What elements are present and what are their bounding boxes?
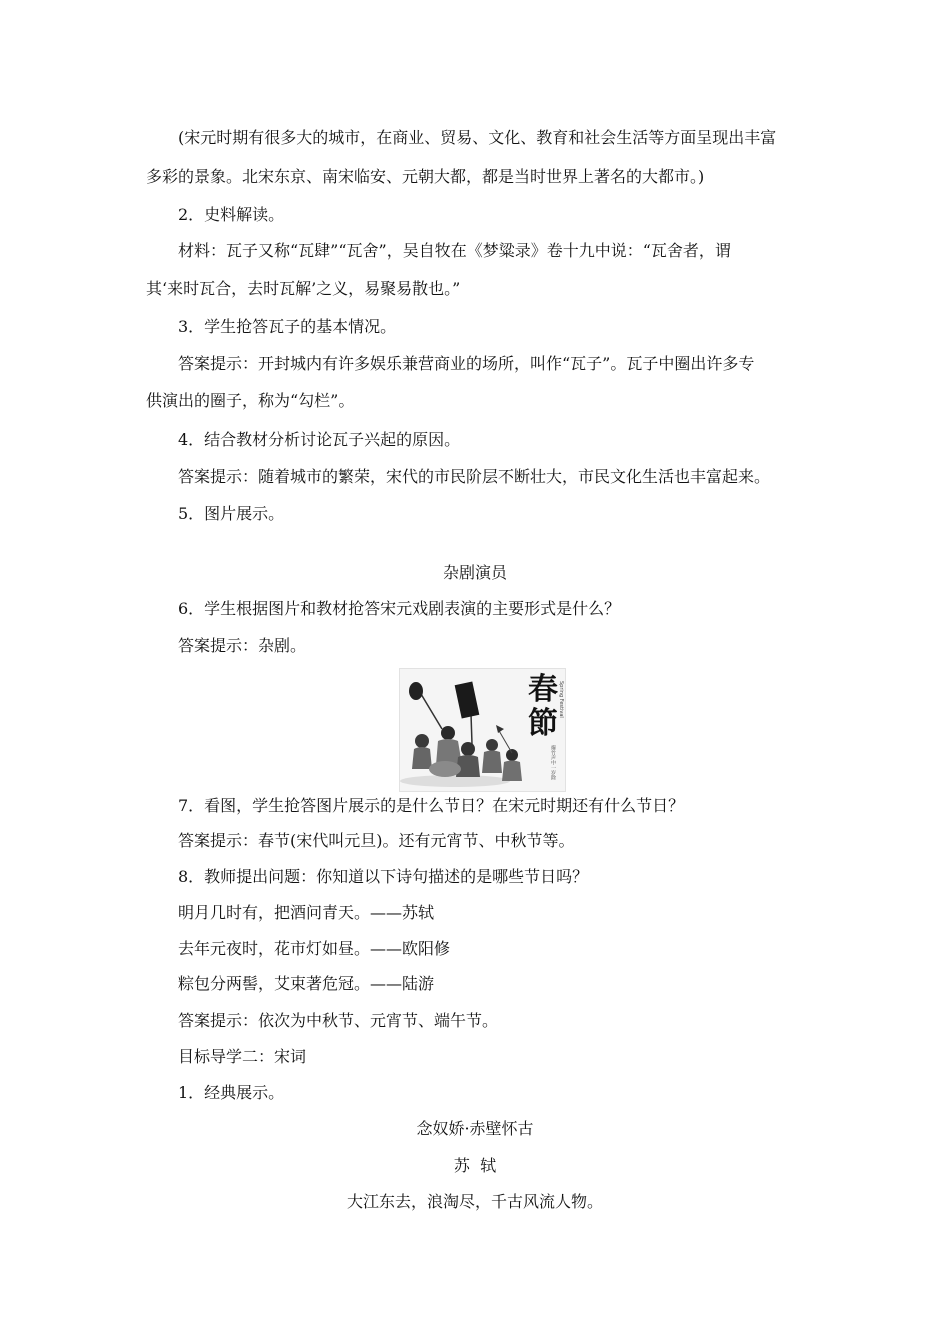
paragraph-line: 其‘来时瓦合，去时瓦解’之义，易聚易散也。”: [146, 279, 461, 298]
paragraph-line: 供演出的圈子，称为“勾栏”。: [146, 391, 355, 410]
section-heading: 目标导学二：宋词: [178, 1047, 307, 1066]
poem-title: 念奴娇·赤壁怀古: [416, 1119, 534, 1138]
paragraph-line: 答案提示：开封城内有许多娱乐兼营商业的场所，叫作“瓦子”。瓦子中圈出许多专: [178, 354, 755, 373]
festival-inscription: 爆竹声中一岁除: [550, 745, 556, 780]
poem-quote-line: 粽包分两髻，艾束著危冠。——陆游: [178, 974, 435, 993]
paragraph-line: 答案提示：依次为中秋节、元宵节、端午节。: [178, 1011, 499, 1030]
paragraph-line: 3．学生抢答瓦子的基本情况。: [178, 317, 397, 336]
festival-title-char-1: 春: [528, 672, 558, 707]
figure-caption: 杂剧演员: [442, 563, 507, 582]
poem-author: 苏 轼: [453, 1156, 497, 1175]
paragraph-line: 答案提示：杂剧。: [178, 636, 307, 655]
paragraph-line: 8．教师提出问题：你知道以下诗句描述的是哪些节日吗？: [178, 867, 589, 886]
poem-line: 大江东去，浪淘尽，千古风流人物。: [346, 1192, 603, 1211]
paragraph-line: 答案提示：随着城市的繁荣，宋代的市民阶层不断壮大，市民文化生活也丰富起来。: [178, 467, 771, 486]
paragraph-line: 7．看图，学生抢答图片展示的是什么节日？在宋元时期还有什么节日？: [178, 796, 685, 815]
poem-quote-line: 去年元夜时，花市灯如昼。——欧阳修: [178, 939, 451, 958]
paragraph-line: 4．结合教材分析讨论瓦子兴起的原因。: [178, 430, 461, 449]
paragraph-line: 多彩的景象。北宋东京、南宋临安、元朝大都，都是当时世界上著名的大都市。): [146, 167, 705, 186]
poem-quote-line: 明月几时有，把酒问青天。——苏轼: [178, 903, 435, 922]
paragraph-line: 6．学生根据图片和教材抢答宋元戏剧表演的主要形式是什么？: [178, 599, 621, 618]
festival-title-char-2: 節: [528, 706, 558, 741]
paragraph-line: 5．图片展示。: [178, 504, 285, 523]
paragraph-line: 1．经典展示。: [178, 1083, 285, 1102]
spring-festival-illustration: [399, 668, 566, 792]
festival-side-text: Spring Festival: [558, 681, 564, 718]
paragraph-line: (宋元时期有很多大的城市，在商业、贸易、文化、教育和社会生活等方面呈现出丰富: [178, 128, 777, 147]
paragraph-line: 2．史料解读。: [178, 205, 285, 224]
paragraph-line: 材料：瓦子又称“瓦肆”“瓦舍”，吴自牧在《梦粱录》卷十九中说：“瓦舍者，谓: [178, 241, 731, 260]
paragraph-line: 答案提示：春节(宋代叫元旦)。还有元宵节、中秋节等。: [178, 831, 575, 850]
